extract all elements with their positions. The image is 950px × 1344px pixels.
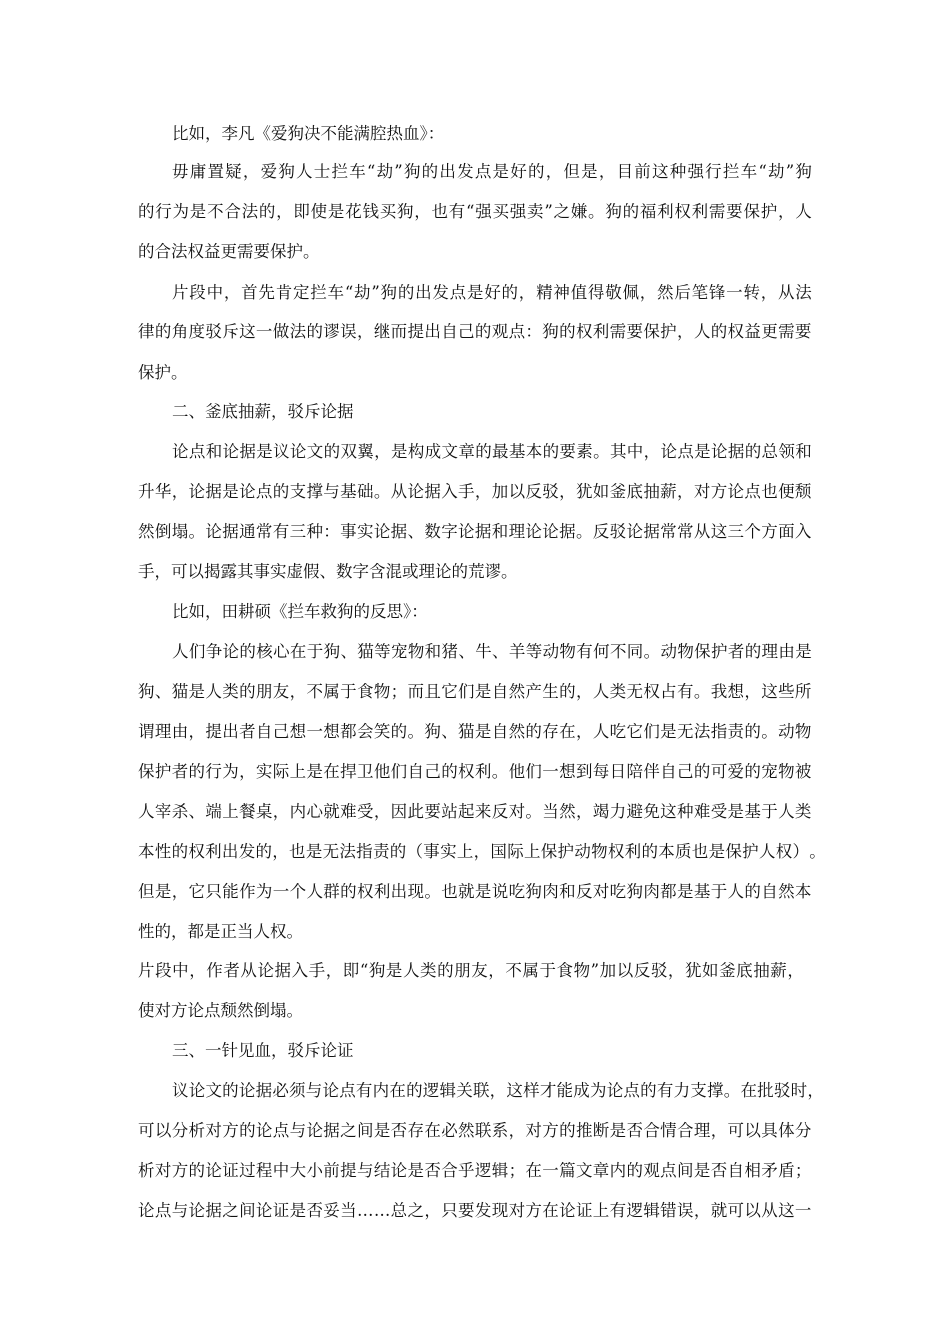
body-line: 升 华 ， 论 据 是 论 点 的 支 撑 与 基 础 。 从 论 据 入 手 ， 加 以 反 驳 ， 犹 如 釜 底 抽 薪 ， 对 方 论 点 也 便 颓 bbox=[138, 482, 812, 501]
section-heading: 三、一针见血，驳斥论证 bbox=[172, 1041, 354, 1060]
quote-line: 谓 理 由 ， 提 出 者 自 己 想 一 想 都 会 笑 的 。 狗 、 猫 是 自 然 的 存 在 ， 人 吃 它 们 是 无 法 指 责 的 。 动 物 bbox=[138, 722, 812, 741]
quote-line: 性的，都是正当人权。 bbox=[138, 922, 303, 941]
analysis-line: 片 段 中 ， 首 先 肯 定 拦 车 “ 劫 ” 狗 的 出 发 点 是 好 的 ， 精 神 值 得 敬 佩 ， 然 后 笔 锋 一 转 ， 从 法 bbox=[172, 283, 812, 302]
body-line: 手，可以揭露其事实虚假、数字含混或理论的荒谬。 bbox=[138, 562, 518, 581]
quote-line: 人 们 争 论 的 核 心 在 于 狗 、 猫 等 宠 物 和 猪 、 牛 、 羊 等 动 物 有 何 不 同 。 动 物 保 护 者 的 理 由 是 bbox=[172, 642, 812, 661]
body-line: 论 点 和 论 据 是 议 论 文 的 双 翼 ， 是 构 成 文 章 的 最 基 本 的 要 素 。 其 中 ， 论 点 是 论 据 的 总 领 和 bbox=[172, 442, 812, 461]
quote-line: 毋 庸 置 疑 ， 爱 狗 人 士 拦 车 “ 劫 ” 狗 的 出 发 点 是 好 的 ， 但 是 ， 目 前 这 种 强 行 拦 车 “ 劫 ” 狗 bbox=[172, 162, 812, 181]
analysis-line: 保护。 bbox=[138, 363, 188, 382]
body-line: 析 对 方 的 论 证 过 程 中 大 小 前 提 与 结 论 是 否 合 乎 逻 辑 ； 在 一 篇 文 章 内 的 观 点 间 是 否 自 相 矛 盾 ； bbox=[138, 1161, 812, 1180]
quote-line: 但 是 ， 它 只 能 作 为 一 个 人 群 的 权 利 出 现 。 也 就 是 说 吃 狗 肉 和 反 对 吃 狗 肉 都 是 基 于 人 的 自 然 本 bbox=[138, 882, 812, 901]
analysis-line: 律 的 角 度 驳 斥 这 一 做 法 的 谬 误 ， 继 而 提 出 自 己 的 观 点 ： 狗 的 权 利 需 要 保 护 ， 人 的 权 益 更 需 要 bbox=[138, 322, 812, 341]
quote-line: 狗 、 猫 是 人 类 的 朋 友 ， 不 属 于 食 物 ； 而 且 它 们 是 自 然 产 生 的 ， 人 类 无 权 占 有 。 我 想 ， 这 些 所 bbox=[138, 682, 812, 701]
body-line: 议 论 文 的 论 据 必 须 与 论 点 有 内 在 的 逻 辑 关 联 ， 这 样 才 能 成 为 论 点 的 有 力 支 撑 。 在 批 驳 时 ， bbox=[172, 1081, 824, 1100]
paragraph-intro-example: 比如，田耕硕《拦车救狗的反思》： bbox=[172, 602, 428, 621]
analysis-line: 片 段 中 ， 作 者 从 论 据 入 手 ， 即 “ 狗 是 人 类 的 朋 友 ， 不 属 于 食 物 ” 加 以 反 驳 ， 犹 如 釜 底 抽 薪 ， bbox=[138, 961, 804, 980]
paragraph-intro-example: 比如，李凡《爱狗决不能满腔热血》： bbox=[172, 124, 445, 143]
body-line: 然 倒 塌 。 论 据 通 常 有 三 种 ： 事 实 论 据 、 数 字 论 据 和 理 论 论 据 。 反 驳 论 据 常 常 从 这 三 个 方 面 入 bbox=[138, 522, 812, 541]
analysis-line: 使对方论点颓然倒塌。 bbox=[138, 1001, 303, 1020]
quote-line: 的合法权益更需要保护。 bbox=[138, 242, 320, 261]
quote-line: 保 护 者 的 行 为 ， 实 际 上 是 在 捍 卫 他 们 自 己 的 权 利 。 他 们 一 想 到 每 日 陪 伴 自 己 的 可 爱 的 宠 物 被 bbox=[138, 762, 812, 781]
body-line: 可 以 分 析 对 方 的 论 点 与 论 据 之 间 是 否 存 在 必 然 联 系 ， 对 方 的 推 断 是 否 合 情 合 理 ， 可 以 具 体 分 bbox=[138, 1121, 812, 1140]
body-line: 论 点 与 论 据 之 间 论 证 是 否 妥 当 … … 总 之 ， 只 要 发 现 对 方 在 论 证 上 有 逻 辑 错 误 ， 就 可 以 从 这 一 bbox=[138, 1201, 812, 1220]
section-heading: 二、釜底抽薪，驳斥论据 bbox=[172, 402, 354, 421]
quote-line: 的 行 为 是 不 合 法 的 ， 即 使 是 花 钱 买 狗 ， 也 有 “ 强 买 强 卖 ” 之 嫌 。 狗 的 福 利 权 利 需 要 保 护 ， 人 bbox=[138, 202, 812, 221]
quote-line: 本 性 的 权 利 出 发 的 ， 也 是 无 法 指 责 的 （ 事 实 上 ， 国 际 上 保 护 动 物 权 利 的 本 质 也 是 保 护 人 权 ） 。 bbox=[138, 842, 826, 861]
quote-line: 人 宰 杀 、 端 上 餐 桌 ， 内 心 就 难 受 ， 因 此 要 站 起 来 反 对 。 当 然 ， 竭 力 避 免 这 种 难 受 是 基 于 人 类 bbox=[138, 802, 812, 821]
